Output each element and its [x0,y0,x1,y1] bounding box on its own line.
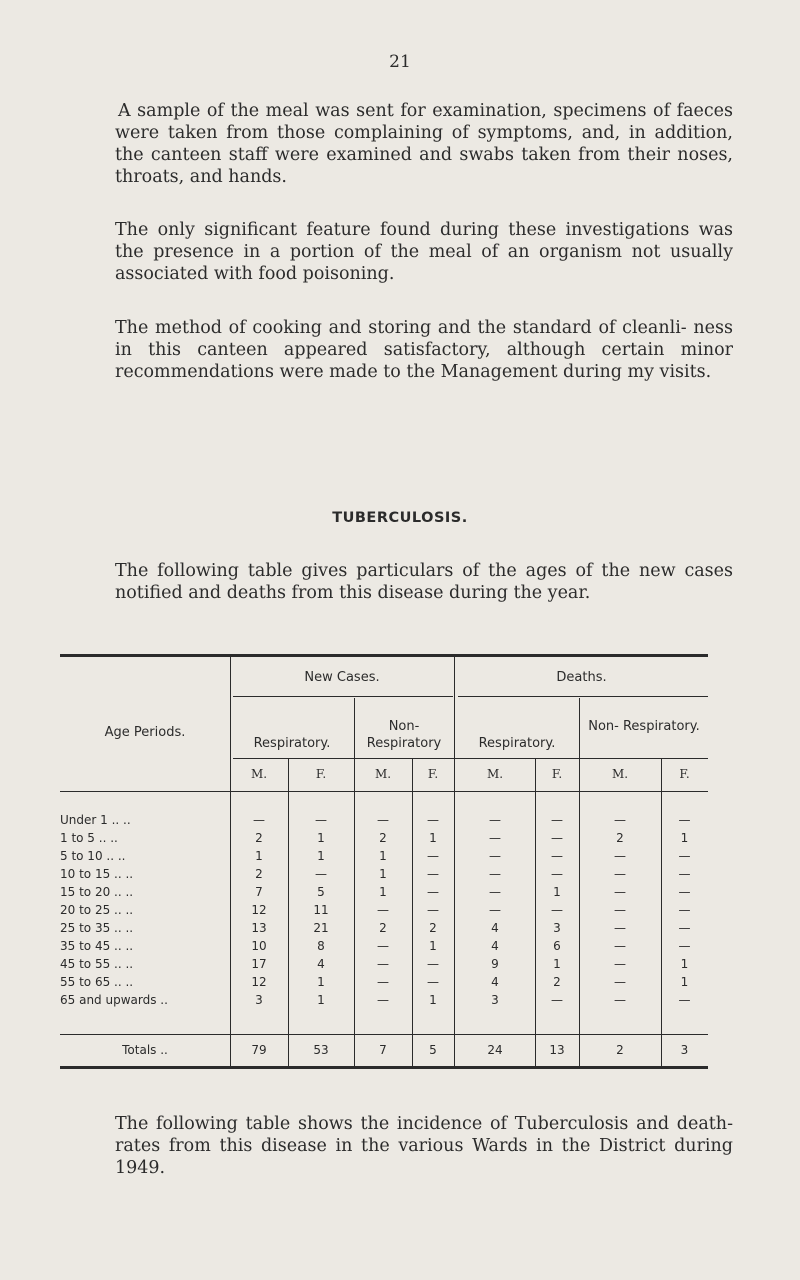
header-new-cases: New Cases. [304,670,380,685]
table-cell: — [614,975,626,989]
totals-cell: 24 [487,1043,503,1057]
table-cell: 10 [251,939,267,953]
table-cell: — [427,867,439,881]
table-cell: — [614,993,626,1007]
table-cell: — [427,975,439,989]
section-heading: TUBERCULOSIS. [332,510,468,526]
table-cell: — [614,813,626,827]
subheader-rule [233,758,708,759]
table-cell: — [551,831,563,845]
table-cell: — [678,993,691,1007]
table-cell: 4 [491,975,499,989]
table-cell: — [377,975,389,989]
col-new-resp-f: F. [315,767,327,781]
table-cell: 2 [379,831,387,845]
totals-cell: 79 [251,1043,267,1057]
table-cell: 1 [429,939,437,953]
table-top-rule [60,654,708,657]
header-deaths: Deaths. [556,670,607,685]
totals-cell: 3 [680,1043,689,1057]
age-period-label: 1 to 5 .. .. [60,831,118,845]
table-cell: — [489,849,501,863]
table-cell: — [377,813,389,827]
table-cell: 1 [429,831,437,845]
table-cell: — [678,849,691,863]
table-cell: — [377,903,389,917]
table-cell: — [551,813,563,827]
table-cell: 2 [429,921,437,935]
table-cell: 1 [379,867,387,881]
table-cell: 1 [680,831,689,845]
table-cell: — [427,957,439,971]
age-period-label: 55 to 65 .. .. [60,975,134,989]
table-cell: 5 [317,885,325,899]
table-cell: 3 [255,993,263,1007]
table-cell: 1 [317,993,325,1007]
col-new-nonresp-m: M. [374,767,392,781]
table-cell: — [551,903,563,917]
table-cell: — [678,903,691,917]
table-cell: — [551,993,563,1007]
table-cell: — [427,813,439,827]
table-cell: 3 [491,993,499,1007]
table-cell: 3 [553,921,561,935]
table-cell: — [551,867,563,881]
header-new-nonrespiratory: Non- Respiratory [366,719,442,751]
table-cell: — [678,813,691,827]
table-cell: — [489,867,501,881]
table-cell: — [614,921,626,935]
table-cell: — [678,885,691,899]
table-cell: — [427,903,439,917]
totals-cell: 5 [429,1043,437,1057]
table-cell: — [427,849,439,863]
table-cell: 12 [251,903,267,917]
table-cell: — [427,885,439,899]
table-cell: 6 [553,939,561,953]
table-cell: 1 [255,849,263,863]
col-new-nonresp-f: F. [427,767,439,781]
age-period-label: Under 1 .. .. [60,813,131,827]
deaths-underline [458,696,708,697]
table-cell: 8 [317,939,325,953]
paragraph-wards-intro: The following table shows the incidence of Tuberculosis and death-rates from this disease in the various Wards in the District during 1949. [115,1114,733,1178]
table-cell: — [377,957,389,971]
page-number: 21 [389,52,411,72]
age-period-label: 65 and upwards .. [60,993,168,1007]
table-cell: — [489,831,501,845]
vline-2 [354,698,355,1067]
totals-cell: 13 [549,1043,565,1057]
age-period-label: 15 to 20 .. .. [60,885,134,899]
header-age-periods: Age Periods. [104,725,186,740]
header-new-respiratory: Respiratory. [253,736,331,751]
table-cell: — [551,849,563,863]
table-cell: 1 [379,885,387,899]
table-cell: — [315,867,327,881]
table-cell: 13 [251,921,267,935]
table-cell: 7 [255,885,263,899]
age-period-label: 5 to 10 .. .. [60,849,126,863]
totals-label: Totals .. [122,1043,168,1057]
table-cell: 1 [553,957,561,971]
table-cell: 2 [255,867,263,881]
header-bottom-rule [60,791,708,792]
header-deaths-respiratory: Respiratory. [478,736,556,751]
paragraph-meal-sample: A sample of the meal was sent for examination, specimens of faeces were taken from those complaining of symptoms, and, in addition, the canteen staff were examined and swabs taken from their noses, throats, and hands. [115,101,733,187]
table-cell: — [614,939,626,953]
paragraph-table-intro: The following table gives particulars of the ages of the new cases notified and deaths from this disease during the year. [115,561,733,603]
table-cell: — [614,867,626,881]
table-cell: — [614,903,626,917]
totals-top-rule [60,1034,708,1035]
header-deaths-nonrespiratory: Non- Respiratory. [588,719,700,734]
table-cell: 4 [491,939,499,953]
table-cell: — [489,813,501,827]
col-deaths-nonresp-f: F. [679,767,690,781]
table-bottom-rule [60,1066,708,1069]
table-cell: — [614,849,626,863]
table-cell: 1 [553,885,561,899]
table-cell: — [489,885,501,899]
col-deaths-resp-f: F. [551,767,563,781]
table-cell: 17 [251,957,267,971]
table-cell: — [377,939,389,953]
table-cell: 12 [251,975,267,989]
table-cell: 1 [680,957,689,971]
table-cell: 2 [255,831,263,845]
table-cell: — [315,813,327,827]
table-cell: — [678,867,691,881]
table-cell: 21 [313,921,329,935]
table-cell: 11 [313,903,329,917]
totals-cell: 53 [313,1043,329,1057]
table-cell: 1 [317,831,325,845]
table-cell: — [678,921,691,935]
table-cell: — [678,939,691,953]
table-cell: 1 [317,849,325,863]
age-period-label: 45 to 55 .. .. [60,957,134,971]
table-cell: 1 [379,849,387,863]
paragraph-significant-feature: The only significant feature found during these investigations was the presence in a portion of the meal of an organism not usually associated with food poisoning. [115,220,733,284]
table-cell: 2 [616,831,624,845]
table-cell: 1 [317,975,325,989]
new-cases-underline [233,696,453,697]
table-cell: — [253,813,265,827]
vline-6 [579,698,580,1067]
col-new-resp-m: M. [250,767,268,781]
table-cell: 2 [553,975,561,989]
table-cell: — [377,993,389,1007]
table-cell: 9 [491,957,499,971]
table-cell: 4 [317,957,325,971]
age-period-label: 35 to 45 .. .. [60,939,134,953]
table-cell: 4 [491,921,499,935]
age-period-label: 25 to 35 .. .. [60,921,134,935]
totals-cell: 7 [379,1043,387,1057]
table-cell: 1 [680,975,689,989]
totals-cell: 2 [616,1043,624,1057]
table-cell: — [614,885,626,899]
age-period-label: 10 to 15 .. .. [60,867,134,881]
col-deaths-nonresp-m: M. [611,767,629,781]
col-deaths-resp-m: M. [486,767,504,781]
paragraph-canteen-method: The method of cooking and storing and the standard of cleanli- ness in this canteen appeared satisfactory, although certain minor recommendations were made to the Management during my visits. [115,318,733,382]
age-period-label: 20 to 25 .. .. [60,903,134,917]
table-cell: — [489,903,501,917]
table-cell: 1 [429,993,437,1007]
table-cell: 2 [379,921,387,935]
table-cell: — [614,957,626,971]
